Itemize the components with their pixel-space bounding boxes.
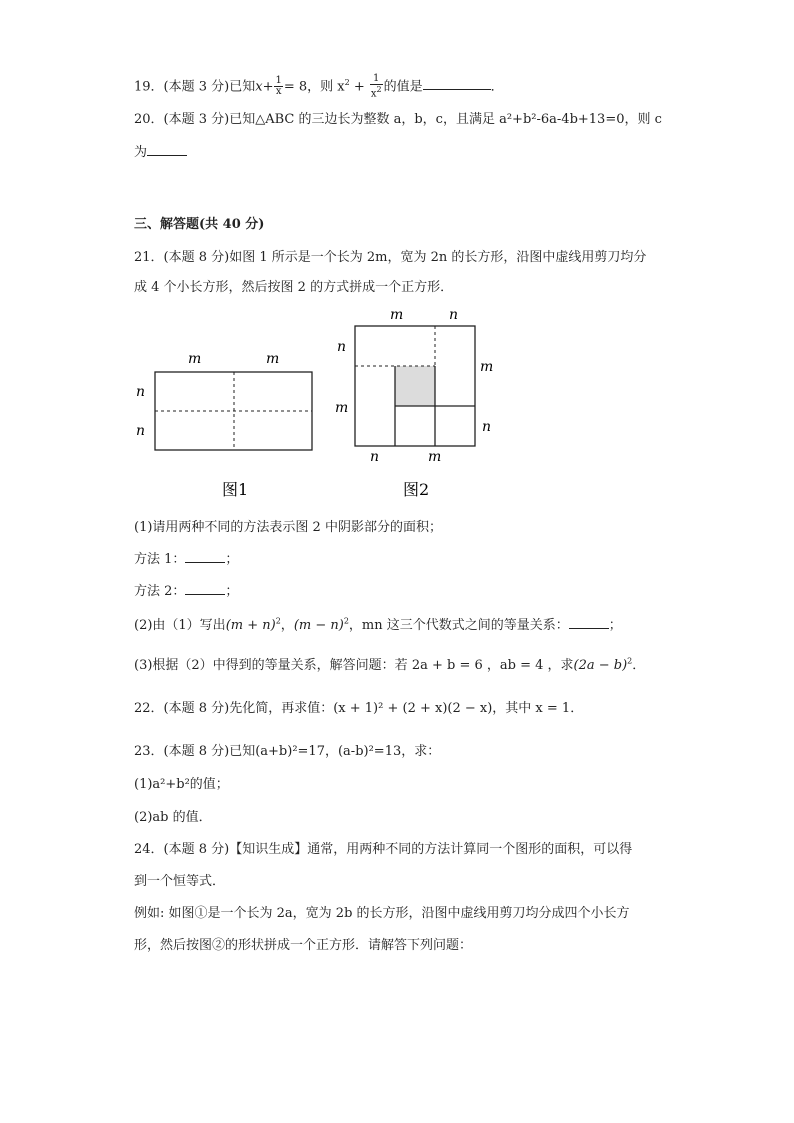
- q19-expr-b: = 8，则 x: [283, 79, 345, 95]
- fig1-label-m-left: m: [188, 351, 202, 367]
- question-20-line2: 为: [134, 141, 187, 160]
- question-24-line4: 形，然后按图②的形状拼成一个正方形．请解答下列问题：: [134, 938, 473, 953]
- fig1-label-n-top: n: [136, 384, 146, 400]
- q19-expr-c: +: [349, 79, 369, 95]
- fig2-label-n-right: n: [482, 419, 492, 435]
- question-22: 22．(本题 8 分)先化简，再求值：(x + 1)² + (2 + x)(2 − x)，其中 x = 1．: [134, 701, 584, 716]
- fig2-label-m-top: m: [390, 307, 404, 323]
- q23-part-1: (1)a²+b²的值；: [134, 777, 229, 792]
- q19-answer-blank[interactable]: [423, 77, 491, 90]
- fig2-caption: 图2: [403, 480, 430, 499]
- q21-part-1: (1)请用两种不同的方法表示图 2 中阴影部分的面积；: [134, 520, 442, 535]
- figure-2: [330, 305, 500, 505]
- q19-frac-1: $\frac{1}{x}$: [275, 75, 282, 98]
- question-24-line1: 24．(本题 8 分)【知识生成】通常，用两种不同的方法计算同一个图形的面积，可以得: [134, 842, 633, 857]
- fig2-label-m-bottom: m: [428, 449, 442, 465]
- figure-1: [130, 345, 320, 505]
- fig1-label-n-bottom: n: [136, 423, 146, 439]
- expr-m-plus-n: (m + n): [225, 618, 276, 633]
- fig2-label-m-left: m: [335, 400, 349, 416]
- question-21-line1: 21．(本题 8 分)如图 1 所示是一个长为 2m，宽为 2n 的长方形，沿图中虚线用剪刀均分: [134, 250, 647, 265]
- q21-part-2: (2)由（1）写出$(m + n)^2$，$(m - n)^2$，mn 这三个代数式之间的等量关系： ；: [134, 616, 622, 633]
- q19-suffix: 的值是: [383, 79, 423, 95]
- fig2-shaded-square: [395, 366, 435, 406]
- fig2-label-n-top: n: [449, 307, 459, 323]
- relation-blank[interactable]: [569, 616, 609, 629]
- question-24-line3: 例如: 如图①是一个长为 2a，宽为 2b 的长方形，沿图中虚线用剪刀均分成四个小长方: [134, 906, 630, 921]
- question-21-line2: 成 4 个小长方形，然后按图 2 的方式拼成一个正方形．: [134, 280, 454, 295]
- fig2-label-n-left: n: [337, 339, 347, 355]
- method-2-blank[interactable]: [185, 582, 225, 595]
- fig1-caption: 图1: [222, 480, 249, 499]
- expr-2a-minus-b: (2a − b): [573, 658, 628, 673]
- fig2-label-n-bottom: n: [370, 449, 380, 465]
- question-23-line1: 23．(本题 8 分)已知(a+b)²=17，(a-b)²=13，求：: [134, 744, 441, 759]
- question-20-line1: 20．(本题 3 分)已知△ABC 的三边长为整数 a，b，c，且满足 a²+b²-6a-4b+13=0，则 c: [134, 112, 662, 127]
- fig2-label-m-right: m: [480, 359, 494, 375]
- q19-frac-2: $\frac{1}{x^2}$: [370, 73, 382, 100]
- question-24-line2: 到一个恒等式．: [134, 874, 226, 889]
- fig1-label-m-right: m: [266, 351, 280, 367]
- q21-part-3: (3)根据（2）中得到的等量关系，解答问题：若 2a + b = 6 ，ab = 4 ，求$(2a - b)^2$．: [134, 656, 646, 673]
- section-3-heading: 三、解答题(共 40 分): [134, 217, 265, 232]
- q19-prefix: 19．(本题 3 分)已知: [134, 79, 256, 95]
- q21-method-1: 方法 1： ；: [134, 552, 239, 567]
- q21-method-2: 方法 2： ；: [134, 584, 239, 599]
- q19-expr-a: x+: [255, 79, 274, 95]
- q23-part-2: (2)ab 的值．: [134, 810, 212, 825]
- expr-m-minus-n: (m − n): [293, 618, 344, 633]
- q20-answer-blank[interactable]: [147, 143, 187, 156]
- method-1-blank[interactable]: [185, 550, 225, 563]
- question-19: 19．(本题 3 分)已知x+ $\frac{1}{x}$ = 8，则 $x^2$ + $\frac{1}{x^2}$ 的值是 ．: [134, 73, 504, 100]
